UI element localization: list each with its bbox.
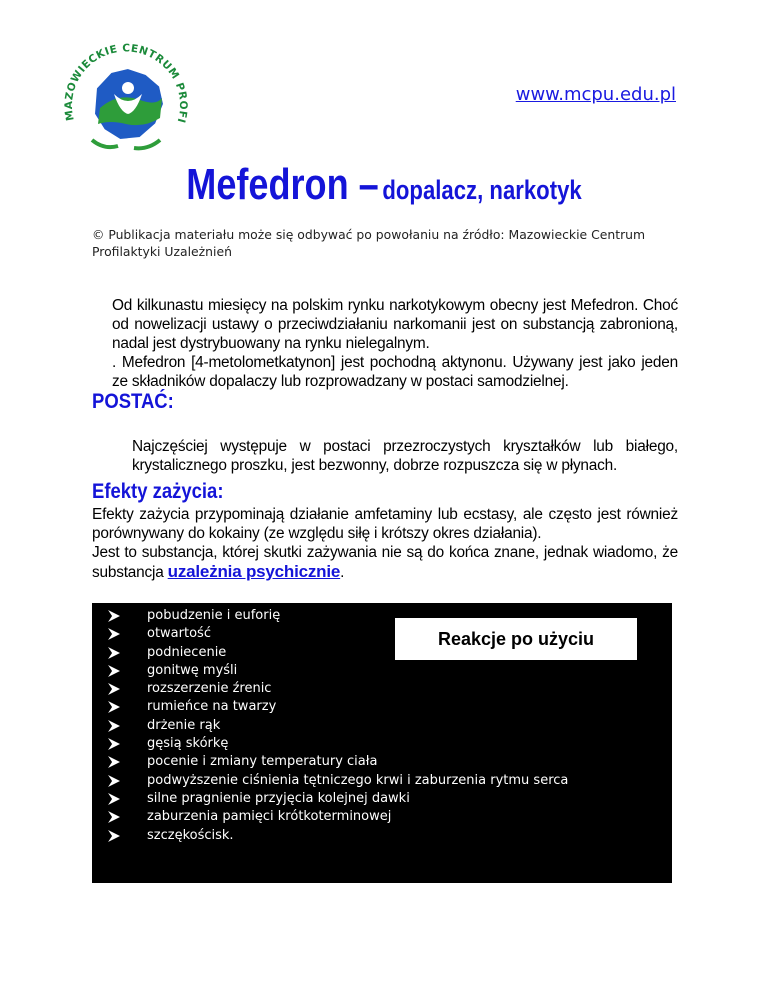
reaction-item	[92, 790, 568, 808]
reaction-text: szczękościsk.	[147, 827, 234, 843]
mcpu-logo	[56, 28, 196, 168]
reaction-text: gęsią skórkę	[147, 736, 229, 752]
arrow-bullet-icon	[107, 607, 123, 625]
reaction-item	[92, 772, 568, 790]
reaction-text: pocenie i zmiany temperatury ciała	[147, 754, 378, 770]
page-title	[69, 160, 699, 210]
efekty-paragraph	[92, 505, 678, 582]
arrow-bullet-icon	[107, 790, 123, 808]
arrow-bullet-icon	[107, 680, 123, 698]
reaction-item	[92, 698, 568, 716]
efekty-emphasis: uzależnia psychicznie	[167, 562, 341, 581]
arrow-bullet-icon	[107, 753, 123, 771]
efekty-heading: Efekty zażycia:	[92, 480, 224, 503]
title-sub: dopalacz, narkotyk	[382, 175, 582, 205]
arrow-bullet-icon	[107, 698, 123, 716]
reactions-panel	[92, 603, 672, 883]
website-link[interactable]: www.mcpu.edu.pl	[515, 84, 676, 105]
reaction-text: rumieńce na twarzy	[147, 699, 277, 715]
efekty-text-1: Efekty zażycia przypominają działanie amfetaminy lub ecstasy, ale często jest również porównywany do kokainy (ze względu siłę i krótszy okres działania).	[92, 506, 678, 542]
reaction-text: drżenie rąk	[147, 717, 221, 733]
arrow-bullet-icon	[107, 662, 123, 680]
copyright-note: © Publikacja materiału może się odbywać po powołaniu na źródło: Mazowieckie Centrum Profilaktyki Uzależnień	[92, 227, 646, 259]
reaction-item	[92, 662, 568, 680]
arrow-bullet-icon	[107, 644, 123, 662]
reaction-item	[92, 735, 568, 753]
arrow-bullet-icon	[107, 625, 123, 643]
logo-arc-text: MAZOWIECKIE CENTRUM PROFI	[62, 42, 190, 125]
reaction-text: zaburzenia pamięci krótkoterminowej	[147, 809, 392, 825]
postac-heading: POSTAĆ:	[92, 390, 174, 413]
efekty-text-2: Jest to substancja, której skutki zażywania nie są do końca znane, jednak wiadomo, że substancja	[92, 544, 678, 581]
reaction-item	[92, 808, 568, 826]
efekty-text-2-wrap	[92, 543, 678, 582]
postac-paragraph	[92, 437, 678, 475]
reaction-text: podwyższenie ciśnienia tętniczego krwi i zaburzenia rytmu serca	[147, 772, 569, 788]
intro-line-2: . Mefedron [4-metolometkatynon] jest pochodną aktynonu. Używany jest jako jeden ze składników dopalaczy lub rozprowadzany w postaci samodzielnej.	[112, 354, 678, 390]
title-main: Mefedron –	[186, 160, 379, 209]
reaction-item	[92, 753, 568, 771]
intro-paragraph	[92, 296, 678, 391]
arrow-bullet-icon	[107, 717, 123, 735]
efekty-end: .	[340, 564, 345, 581]
arrow-bullet-icon	[107, 772, 123, 790]
reaction-item	[92, 680, 568, 698]
reaction-text: pobudzenie i euforię	[147, 608, 281, 623]
arrow-bullet-icon	[107, 827, 123, 845]
reaction-text: podniecenie	[147, 644, 227, 660]
reaction-text: silne pragnienie przyjęcia kolejnej dawki	[147, 790, 410, 806]
intro-line-1: Od kilkunastu miesięcy na polskim rynku narkotykowym obecny jest Mefedron. Choć od nowelizacji ustawy o przeciwdziałaniu narkomanii jest on substancją zabronioną, nadal jest dystrybuowany na rynku nielegalnym.	[112, 297, 678, 352]
reaction-item	[92, 717, 568, 735]
arrow-bullet-icon	[107, 808, 123, 826]
postac-text: Najczęściej występuje w postaci przezroczystych kryształków lub białego, krystalicznego proszku, jest bezwonny, dobrze rozpuszcza się w płynach.	[132, 438, 678, 474]
reaction-text: otwartość	[147, 626, 211, 642]
arrow-bullet-icon	[107, 735, 123, 753]
reactions-box-title: Reakcje po użyciu	[394, 617, 638, 661]
reaction-item	[92, 827, 568, 845]
reaction-text: gonitwę myśli	[147, 662, 238, 678]
reaction-text: rozszerzenie źrenic	[147, 681, 272, 697]
